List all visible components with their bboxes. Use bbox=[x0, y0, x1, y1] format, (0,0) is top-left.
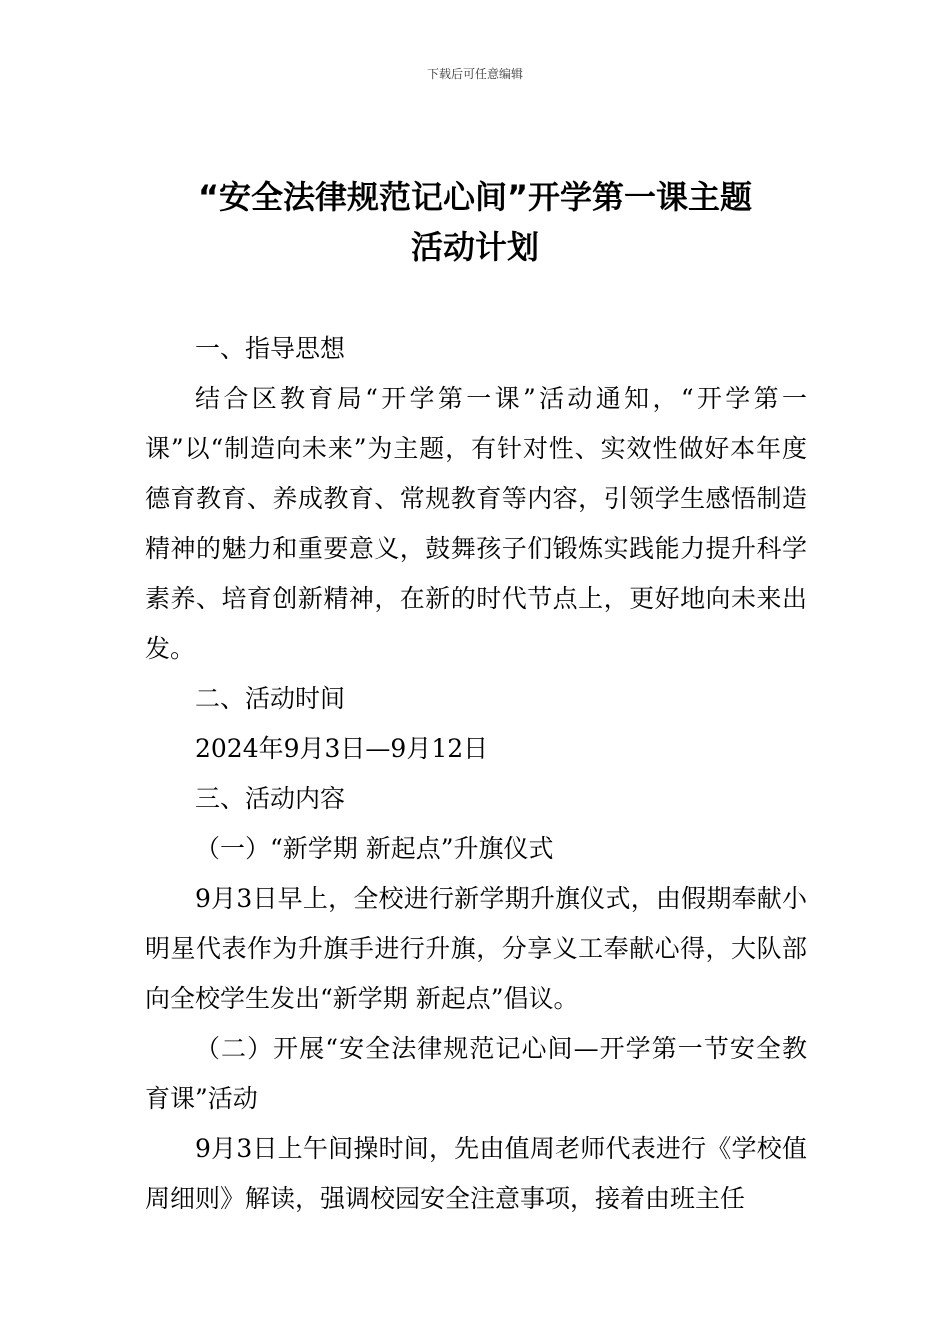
paragraph-flag-ceremony: 9月3日早上，全校进行新学期升旗仪式，由假期奉献小明星代表作为升旗手进行升旗，分享义工奉献心得，大队部向全校学生发出“新学期 新起点”倡议。 bbox=[145, 884, 807, 1013]
section-heading-activity-time: 二、活动时间 bbox=[195, 684, 346, 713]
document-body bbox=[145, 324, 807, 1224]
paragraph-guiding-ideology: 结合区教育局“开学第一课”活动通知，“开学第一课”以“制造向未来”为主题，有针对性、实效性做好本年度德育教育、养成教育、常规教育等内容，引领学生感悟制造精神的魅力和重要意义，鼓舞孩子们锻炼实践能力提升科学素养、培育创新精神，在新的时代节点上，更好地向未来出发。 bbox=[145, 384, 807, 663]
page-header-note: 下载后可任意编辑 bbox=[426, 67, 523, 81]
subsection-heading-safety-class: （二）开展“安全法律规范记心间—开学第一节安全教育课”活动 bbox=[145, 1034, 807, 1113]
section-heading-activity-content: 三、活动内容 bbox=[195, 784, 346, 813]
subsection-heading-flag-ceremony: （一）“新学期 新起点”升旗仪式 bbox=[195, 834, 554, 863]
section-heading-guiding-ideology: 一、指导思想 bbox=[195, 334, 346, 363]
title-line-1: “安全法律规范记心间”开学第一课主题 bbox=[197, 178, 753, 216]
paragraph-activity-time: 2024年9月3日—9月12日 bbox=[195, 734, 489, 763]
document-title bbox=[120, 172, 830, 272]
title-line-2: 活动计划 bbox=[410, 228, 539, 266]
paragraph-safety-class: 9月3日上午间操时间，先由值周老师代表进行《学校值周细则》解读，强调校园安全注意事项，接着由班主任 bbox=[145, 1134, 807, 1213]
